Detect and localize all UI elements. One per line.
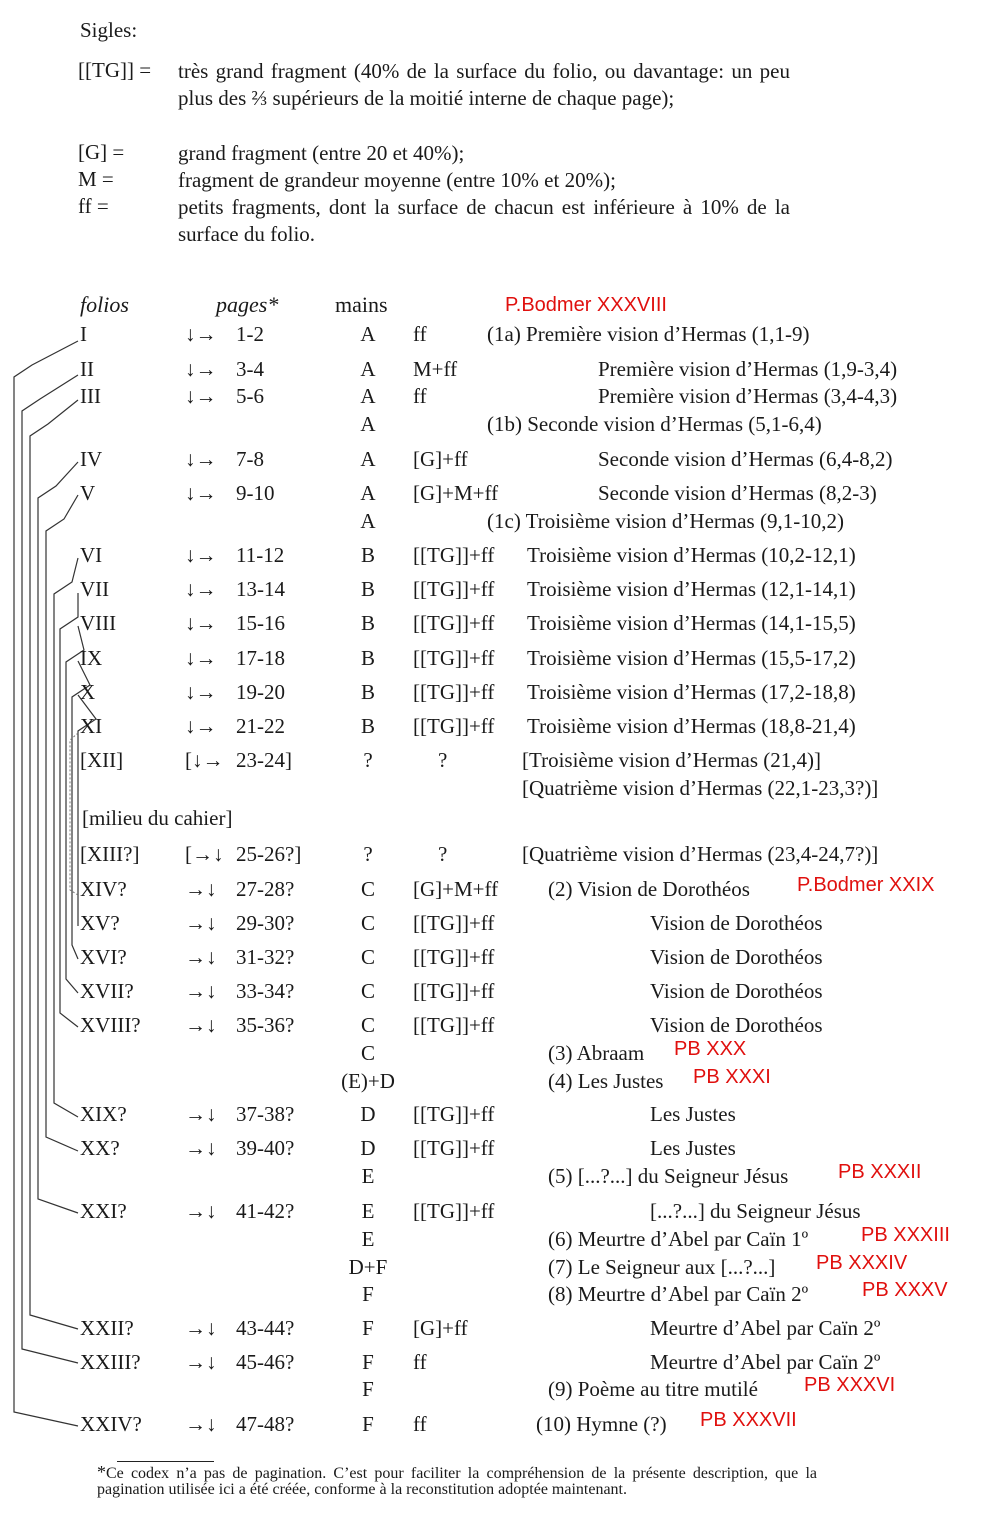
- folio-number: XX?: [80, 1136, 120, 1160]
- scribal-hand: E: [361, 1164, 375, 1188]
- page-range: 45-46?: [236, 1350, 295, 1374]
- folio-number: IV: [80, 447, 103, 471]
- fragment-size: ff: [413, 322, 427, 346]
- content-title: Les Justes: [650, 1102, 736, 1126]
- fragment-size: ff: [413, 1350, 427, 1374]
- codex-number-note: PB XXXI: [693, 1066, 771, 1088]
- orientation-arrows: →↓: [185, 1013, 217, 1037]
- content-title: (9) Poème au titre mutilé: [548, 1377, 758, 1401]
- page-range: 33-34?: [236, 979, 295, 1003]
- sigle-desc: fragment de grandeur moyenne (entre 10% et 20%);: [178, 168, 616, 192]
- scribal-hand: B: [360, 543, 375, 567]
- folio-number: IX: [80, 646, 103, 670]
- content-title: Vision de Dorothéos: [650, 911, 823, 935]
- table-row: [0, 680, 984, 710]
- page-range: 25-26?]: [236, 842, 302, 866]
- content-title: (10) Hymne (?): [536, 1412, 667, 1436]
- folio-number: XVIII?: [80, 1013, 141, 1037]
- scribal-hand: ?: [363, 748, 373, 772]
- scribal-hand: F: [362, 1316, 374, 1340]
- folio-number: XI: [80, 714, 103, 738]
- scribal-hand: D: [360, 1102, 376, 1126]
- scribal-hand: C: [360, 1013, 375, 1037]
- fragment-size: [[TG]]+ff: [413, 611, 495, 635]
- table-row: [0, 911, 984, 941]
- header-pages: pages*: [216, 292, 279, 317]
- milieu-du-cahier: [milieu du cahier]: [82, 806, 233, 830]
- orientation-arrows: ↓→: [185, 577, 217, 601]
- page-range: 43-44?: [236, 1316, 295, 1340]
- content-title: (1a) Première vision d’Hermas (1,1-9): [487, 322, 810, 346]
- orientation-arrows: →↓: [185, 877, 217, 901]
- folio-number: II: [80, 357, 94, 381]
- orientation-arrows: →↓: [185, 1136, 217, 1160]
- orientation-arrows: ↓→: [185, 357, 217, 381]
- codex-number-note: PB XXXVII: [700, 1409, 797, 1431]
- table-row: [0, 714, 984, 744]
- orientation-arrows: ↓→: [185, 611, 217, 635]
- folio-number: XV?: [80, 911, 120, 935]
- fragment-size: [[TG]]+ff: [413, 1013, 495, 1037]
- scribal-hand: F: [362, 1412, 374, 1436]
- fragment-size: ff: [413, 384, 427, 408]
- scribal-hand: ?: [363, 842, 373, 866]
- content-title: (1c) Troisième vision d’Hermas (9,1-10,2): [487, 509, 844, 533]
- fragment-size: [[TG]]+ff: [413, 1199, 495, 1223]
- folio-number: I: [80, 322, 87, 346]
- orientation-arrows: [→↓: [185, 842, 224, 866]
- orientation-arrows: [↓→: [185, 748, 224, 772]
- table-row: [0, 543, 984, 573]
- table-row: [0, 611, 984, 641]
- table-row: [0, 1316, 984, 1346]
- table-row: [0, 1374, 984, 1407]
- content-title: Troisième vision d’Hermas (10,2-12,1): [527, 543, 856, 567]
- fragment-size: [G]+M+ff: [413, 877, 499, 901]
- folio-number: V: [80, 481, 96, 505]
- folio-number: [XII]: [80, 748, 124, 772]
- content-title: Seconde vision d’Hermas (6,4-8,2): [598, 447, 893, 471]
- content-title: (1b) Seconde vision d’Hermas (5,1-6,4): [487, 412, 822, 436]
- page-range: 1-2: [236, 322, 264, 346]
- page-range: 3-4: [236, 357, 264, 381]
- content-title: [Quatrième vision d’Hermas (22,1-23,3?)]: [522, 776, 879, 800]
- page-range: 35-36?: [236, 1013, 295, 1037]
- table-row: [0, 1252, 984, 1285]
- table-row: [0, 1161, 984, 1194]
- scribal-hand: A: [360, 509, 376, 533]
- table-row: [0, 979, 984, 1009]
- sigle-desc: très grand fragment (40% de la surface du folio, ou davantage: un peu plus des ⅔ supérieurs de la moitié interne de chaque page);: [178, 59, 790, 110]
- header-mains: mains: [335, 292, 388, 317]
- codex-number-note: PB XXX: [674, 1038, 747, 1060]
- page-range: 9-10: [236, 481, 275, 505]
- page-range: 11-12: [236, 543, 285, 567]
- fragment-size: [[TG]]+ff: [413, 577, 495, 601]
- scribal-hand: C: [360, 911, 375, 935]
- content-title: Les Justes: [650, 1136, 736, 1160]
- content-title: Troisième vision d’Hermas (15,5-17,2): [527, 646, 856, 670]
- orientation-arrows: →↓: [185, 1199, 217, 1223]
- fragment-size: ?: [438, 748, 448, 772]
- page-range: 13-14: [236, 577, 285, 601]
- folio-number: XVII?: [80, 979, 134, 1003]
- table-row: [0, 384, 984, 414]
- scribal-hand: A: [360, 412, 376, 436]
- fragment-size: [[TG]]+ff: [413, 979, 495, 1003]
- fragment-size: [G]+ff: [413, 1316, 468, 1340]
- content-title: Troisième vision d’Hermas (12,1-14,1): [527, 577, 856, 601]
- table-row: [0, 1102, 984, 1132]
- page-range: 39-40?: [236, 1136, 295, 1160]
- scribal-hand: E: [361, 1227, 375, 1251]
- sigle-desc: grand fragment (entre 20 et 40%);: [178, 141, 465, 165]
- codex-number-note: PB XXXII: [838, 1161, 922, 1183]
- header-codex-name: P.Bodmer XXXVIII: [505, 294, 667, 316]
- page-range: 37-38?: [236, 1102, 295, 1126]
- content-title: (2) Vision de Dorothéos: [548, 877, 750, 901]
- table-row: [0, 1279, 984, 1312]
- orientation-arrows: →↓: [185, 945, 217, 969]
- orientation-arrows: →↓: [185, 1350, 217, 1374]
- orientation-arrows: ↓→: [185, 680, 217, 704]
- fragment-size: [[TG]]+ff: [413, 646, 495, 670]
- orientation-arrows: ↓→: [185, 384, 217, 408]
- page-range: 23-24]: [236, 748, 292, 772]
- folio-number: VIII: [80, 611, 117, 635]
- content-title: Troisième vision d’Hermas (18,8-21,4): [527, 714, 856, 738]
- table-row: [0, 577, 984, 607]
- content-title: Vision de Dorothéos: [650, 979, 823, 1003]
- content-title: (3) Abraam: [548, 1041, 645, 1065]
- page-range: 17-18: [236, 646, 285, 670]
- fragment-size: [[TG]]+ff: [413, 1136, 495, 1160]
- fragment-size: [[TG]]+ff: [413, 543, 495, 567]
- table-row: [0, 1038, 984, 1071]
- content-title: Meurtre d’Abel par Caïn 2º: [650, 1350, 881, 1374]
- content-title: Première vision d’Hermas (1,9-3,4): [598, 357, 898, 381]
- page-range: 19-20: [236, 680, 285, 704]
- folio-number: VII: [80, 577, 110, 601]
- fragment-size: ff: [413, 1412, 427, 1436]
- scribal-hand: B: [360, 714, 375, 738]
- table-row: [0, 357, 984, 387]
- table-row: [0, 509, 984, 539]
- table-row: [0, 322, 984, 352]
- scribal-hand: C: [360, 945, 375, 969]
- header-folios: folios: [80, 292, 129, 317]
- table-row: [0, 646, 984, 676]
- scribal-hand: D+F: [348, 1255, 388, 1279]
- fragment-size: [[TG]]+ff: [413, 680, 495, 704]
- scribal-hand: A: [360, 322, 376, 346]
- sigle-code: [[TG]] =: [78, 58, 152, 82]
- table-row: [0, 1409, 984, 1442]
- orientation-arrows: ↓→: [185, 543, 217, 567]
- folio-number: III: [80, 384, 101, 408]
- content-title: Troisième vision d’Hermas (17,2-18,8): [527, 680, 856, 704]
- scribal-hand: C: [360, 1041, 375, 1065]
- codex-number-note: PB XXXV: [862, 1279, 948, 1301]
- scribal-hand: B: [360, 577, 375, 601]
- folio-number: XXI?: [80, 1199, 127, 1223]
- folio-number: X: [80, 680, 96, 704]
- codex-number-note: PB XXXVI: [804, 1374, 896, 1396]
- sigle-code: M =: [78, 167, 114, 191]
- content-title: (7) Le Seigneur aux [...?...]: [548, 1255, 776, 1279]
- scribal-hand: A: [360, 447, 376, 471]
- page-range: 31-32?: [236, 945, 295, 969]
- table-row: [0, 874, 984, 907]
- table-row: [0, 776, 984, 806]
- scribal-hand: D: [360, 1136, 376, 1160]
- page-range: 5-6: [236, 384, 264, 408]
- fragment-size: [G]+M+ff: [413, 481, 499, 505]
- content-title: Vision de Dorothéos: [650, 1013, 823, 1037]
- content-title: (6) Meurtre d’Abel par Caïn 1º: [548, 1227, 809, 1251]
- orientation-arrows: ↓→: [185, 447, 217, 471]
- orientation-arrows: ↓→: [185, 646, 217, 670]
- page-range: 21-22: [236, 714, 285, 738]
- codex-number-note: P.Bodmer XXIX: [797, 874, 935, 896]
- fragment-size: M+ff: [413, 357, 458, 381]
- folio-number: XIV?: [80, 877, 127, 901]
- footnote-text: Ce codex n’a pas de pagination. C’est pour faciliter la compréhension de la présente description, que la pagination utilisée ici a été créée, conforme à la reconstitution adoptée maintenant.: [97, 1465, 817, 1498]
- content-title: (5) [...?...] du Seigneur Jésus: [548, 1164, 789, 1188]
- fragment-size: [[TG]]+ff: [413, 714, 495, 738]
- page-range: 47-48?: [236, 1412, 295, 1436]
- sigles-title: Sigles:: [80, 18, 138, 42]
- content-title: [Troisième vision d’Hermas (21,4)]: [522, 748, 822, 772]
- folio-number: [XIII?]: [80, 842, 140, 866]
- table-row: [0, 412, 984, 442]
- content-title: Première vision d’Hermas (3,4-4,3): [598, 384, 898, 408]
- folio-number: VI: [80, 543, 103, 567]
- folio-number: XXII?: [80, 1316, 134, 1340]
- table-row: [0, 1136, 984, 1166]
- orientation-arrows: ↓→: [185, 322, 217, 346]
- folio-number: XVI?: [80, 945, 127, 969]
- fragment-size: ?: [438, 842, 448, 866]
- sigle-desc: petits fragments, dont la surface de chacun est inférieure à 10% de la surface du folio.: [178, 195, 790, 246]
- footnote: [97, 1464, 817, 1498]
- scribal-hand: E: [361, 1199, 375, 1223]
- scribal-hand: F: [362, 1350, 374, 1374]
- orientation-arrows: →↓: [185, 1412, 217, 1436]
- scribal-hand: B: [360, 611, 375, 635]
- fragment-size: [[TG]]+ff: [413, 945, 495, 969]
- table-row: [0, 748, 984, 778]
- orientation-arrows: ↓→: [185, 481, 217, 505]
- orientation-arrows: →↓: [185, 979, 217, 1003]
- content-title: Troisième vision d’Hermas (14,1-15,5): [527, 611, 856, 635]
- scribal-hand: F: [362, 1282, 374, 1306]
- scribal-hand: B: [360, 680, 375, 704]
- orientation-arrows: ↓→: [185, 714, 217, 738]
- fragment-size: [[TG]]+ff: [413, 1102, 495, 1126]
- scribal-hand: F: [362, 1377, 374, 1401]
- footnote-rule: [117, 1461, 214, 1462]
- folio-number: XIX?: [80, 1102, 127, 1126]
- page-range: 27-28?: [236, 877, 295, 901]
- codex-number-note: PB XXXIII: [861, 1224, 950, 1246]
- content-title: [Quatrième vision d’Hermas (23,4-24,7?)]: [522, 842, 879, 866]
- scribal-hand: C: [360, 877, 375, 901]
- page-range: 15-16: [236, 611, 285, 635]
- scribal-hand: C: [360, 979, 375, 1003]
- content-title: (8) Meurtre d’Abel par Caïn 2º: [548, 1282, 809, 1306]
- orientation-arrows: →↓: [185, 1316, 217, 1340]
- page-range: 41-42?: [236, 1199, 295, 1223]
- scribal-hand: A: [360, 384, 376, 408]
- page-range: 7-8: [236, 447, 264, 471]
- content-title: [...?...] du Seigneur Jésus: [650, 1199, 861, 1223]
- scribal-hand: (E)+D: [341, 1069, 395, 1093]
- fragment-size: [[TG]]+ff: [413, 911, 495, 935]
- sigle-code: ff =: [78, 194, 109, 218]
- footnote-star: *: [97, 1462, 106, 1482]
- sigle-code: [G] =: [78, 140, 125, 164]
- codex-number-note: PB XXXIV: [816, 1252, 908, 1274]
- content-title: Vision de Dorothéos: [650, 945, 823, 969]
- content-title: Meurtre d’Abel par Caïn 2º: [650, 1316, 881, 1340]
- orientation-arrows: →↓: [185, 911, 217, 935]
- scribal-hand: A: [360, 357, 376, 381]
- table-row: [0, 1199, 984, 1229]
- content-title: Seconde vision d’Hermas (8,2-3): [598, 481, 877, 505]
- orientation-arrows: →↓: [185, 1102, 217, 1126]
- content-title: (4) Les Justes: [548, 1069, 664, 1093]
- table-row: [0, 1066, 984, 1099]
- table-row: [0, 447, 984, 477]
- table-row: [0, 842, 984, 872]
- folio-number: XXIII?: [80, 1350, 141, 1374]
- fragment-size: [G]+ff: [413, 447, 468, 471]
- scribal-hand: B: [360, 646, 375, 670]
- table-row: [0, 945, 984, 975]
- folio-number: XXIV?: [80, 1412, 142, 1436]
- table-row: [0, 1013, 984, 1043]
- table-row: [0, 481, 984, 511]
- scribal-hand: A: [360, 481, 376, 505]
- page-range: 29-30?: [236, 911, 295, 935]
